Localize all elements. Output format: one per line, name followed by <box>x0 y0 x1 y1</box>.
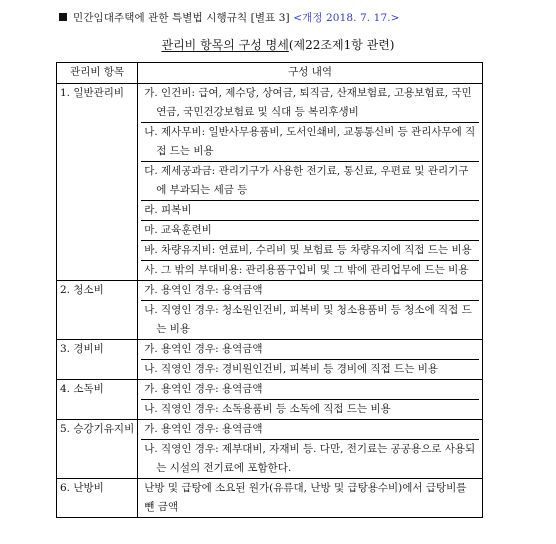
items-cell <box>138 420 483 479</box>
category-cell: 2. 청소비 <box>57 281 138 340</box>
document-title <box>0 36 556 53</box>
category-cell: 5. 승강기유지비 <box>57 420 138 479</box>
list-item: 가. 용역인 경우: 용역금액 <box>141 420 479 440</box>
list-item: 마. 교육훈련비 <box>141 221 479 241</box>
list-item: 가. 용역인 경우: 용역금액 <box>141 380 479 400</box>
table-row <box>57 340 483 380</box>
header-law-reference: 민간임대주택에 관한 특별법 시행규칙 [별표 3] <box>73 12 294 24</box>
list-item: 나. 제사무비: 일반사무용품비, 도서인쇄비, 교통통신비 등 관리사무에 직접 드는 비용 <box>141 123 479 162</box>
items-cell <box>138 281 483 340</box>
items-cell <box>138 380 483 420</box>
list-item: 나. 직영인 경우: 경비원인건비, 피복비 등 경비에 직접 드는 비용 <box>144 363 439 375</box>
header-composition: 구성 내역 <box>138 63 483 84</box>
list-item: 라. 피복비 <box>141 201 479 221</box>
header-amendment-date: <개정 2018. 7. 17.> <box>293 12 400 24</box>
list-item: 나. 직영인 경우: 제부대비, 자재비 등. 다만, 전기료는 공공용으로 사용되는 시설의 전기료에 포함한다. <box>144 443 476 474</box>
category-cell: 3. 경비비 <box>57 340 138 380</box>
items-cell <box>138 340 483 380</box>
fee-items-table <box>56 62 483 518</box>
table-row <box>57 84 483 281</box>
square-bullet-icon <box>59 13 67 21</box>
category-cell: 4. 소독비 <box>57 380 138 420</box>
list-item: 나. 직영인 경우: 소독용품비 등 소독에 직접 드는 비용 <box>144 403 391 415</box>
list-item: 다. 제세공과금: 관리기구가 사용한 전기료, 통신료, 우편료 및 관리기구에 부과되는 세금 등 <box>141 162 479 201</box>
category-cell: 1. 일반관리비 <box>57 84 138 281</box>
list-item: 사. 그 밖의 부대비용: 관리용품구입비 및 그 밖에 관리업무에 드는 비용 <box>144 264 469 276</box>
list-item: 가. 인건비: 급여, 제수당, 상여금, 퇴직금, 산재보험료, 고용보험료, 국민연금, 국민건강보험료 및 식대 등 복리후생비 <box>141 84 479 123</box>
list-item: 가. 용역인 경우: 용역금액 <box>141 281 479 301</box>
list-item: 가. 용역인 경우: 용역금액 <box>141 340 479 360</box>
category-cell: 6. 난방비 <box>57 479 138 518</box>
list-item: 나. 직영인 경우: 청소원인건비, 피복비 및 청소용품비 등 청소에 직접 드는 비용 <box>144 304 472 335</box>
title-main: 관리비 항목의 구성 명세 <box>161 38 289 52</box>
table-row <box>57 281 483 340</box>
list-item: 난방 및 급탕에 소요된 원가(유류대, 난방 및 급탕용수비)에서 급탕비를 뺀 금액 <box>144 482 467 513</box>
items-cell <box>138 479 483 518</box>
header-category: 관리비 항목 <box>57 63 138 84</box>
items-cell <box>138 84 483 281</box>
document-header <box>59 10 400 25</box>
table-header-row <box>57 63 483 84</box>
title-sub: (제22조제1항 관련) <box>288 38 395 52</box>
list-item: 바. 차량유지비: 연료비, 수리비 및 보험료 등 차량유지에 직접 드는 비용 <box>141 241 479 261</box>
table-row <box>57 479 483 518</box>
table-row <box>57 420 483 479</box>
table-row <box>57 380 483 420</box>
